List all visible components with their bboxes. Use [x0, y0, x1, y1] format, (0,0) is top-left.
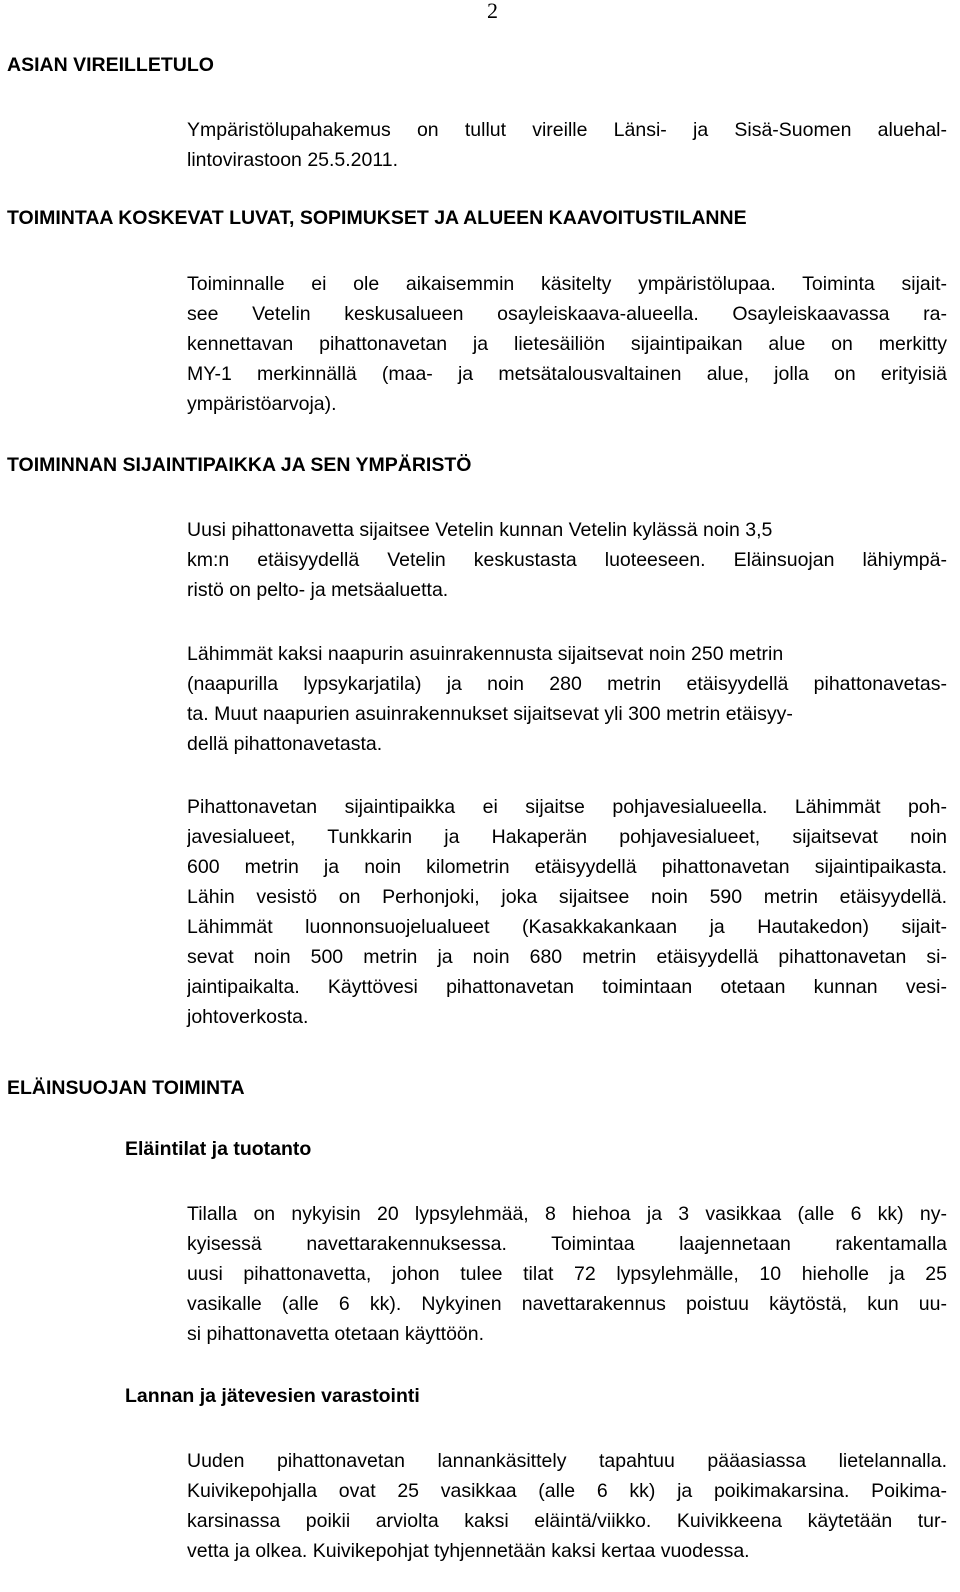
text-line: Ympäristölupahakemus on tullut vireille Länsi- ja Sisä-Suomen aluehal- [187, 119, 947, 141]
text-line: vetta ja olkea. Kuivikepohjat tyhjennetään kaksi kertaa vuodessa. [187, 1540, 750, 1562]
paragraph-elaintilat [187, 1199, 947, 1349]
text-line: Lähin vesistö on Perhonjoki, joka sijaitsee noin 590 metrin etäisyydellä. [187, 886, 947, 908]
text-line: sevat noin 500 metrin ja noin 680 metrin etäisyydellä pihattonavetan si- [187, 946, 947, 968]
paragraph-lanta [187, 1446, 947, 1566]
subsection-heading-lanta: Lannan ja jätevesien varastointi [125, 1385, 420, 1407]
text-line: kyisessä navettarakennuksessa. Toimintaa laajennetaan rakentamalla [187, 1233, 947, 1255]
text-line: kennettavan pihattonavetan ja lietesäiliön sijaintipaikan alue on merkitty [187, 333, 947, 355]
text-line: Kuivikepohjalla ovat 25 vasikkaa (alle 6 kk) ja poikimakarsina. Poikima- [187, 1480, 947, 1502]
section-heading-vireilletulo: ASIAN VIREILLETULO [7, 54, 214, 76]
text-line: ympäristöarvoja). [187, 393, 337, 415]
text-line: si pihattonavetta otetaan käyttöön. [187, 1323, 485, 1345]
paragraph-vireilletulo [187, 115, 947, 175]
text-line: karsinassa poikii arviolta kaksi eläintä/viikko. Kuivikkeena käytetään tur- [187, 1510, 947, 1532]
paragraph-sijainti-2 [187, 639, 947, 759]
text-line: vasikalle (alle 6 kk). Nykyinen navettarakennus poistuu käytöstä, kun uu- [187, 1293, 947, 1315]
text-line: see Vetelin keskusalueen osayleiskaava-alueella. Osayleiskaavassa ra- [187, 303, 947, 325]
text-line: Pihattonavetan sijaintipaikka ei sijaitse pohjavesialueella. Lähimmät poh- [187, 796, 947, 818]
text-line: ta. Muut naapurien asuinrakennukset sijaitsevat yli 300 metrin etäisyy- [187, 703, 793, 725]
text-line: 600 metrin ja noin kilometrin etäisyydellä pihattonavetan sijaintipaikasta. [187, 856, 947, 878]
section-heading-sijaintipaikka: TOIMINNAN SIJAINTIPAIKKA JA SEN YMPÄRISTÖ [7, 454, 472, 476]
text-line: lintovirastoon 25.5.2011. [187, 149, 399, 171]
text-line: ristö on pelto- ja metsäaluetta. [187, 579, 449, 601]
text-line: km:n etäisyydellä Vetelin keskustasta luoteeseen. Eläinsuojan lähiympä- [187, 549, 947, 571]
text-line: uusi pihattonavetta, johon tulee tilat 72 lypsylehmälle, 10 hieholle ja 25 [187, 1263, 947, 1285]
page-number: 2 [487, 0, 498, 23]
section-heading-elainsuoja: ELÄINSUOJAN TOIMINTA [7, 1077, 245, 1099]
paragraph-sijainti-1 [187, 515, 947, 605]
text-line: dellä pihattonavetasta. [187, 733, 383, 755]
subsection-heading-elaintilat: Eläintilat ja tuotanto [125, 1138, 312, 1160]
text-line: jaintipaikalta. Käyttövesi pihattonavetan toimintaan otetaan kunnan vesi- [187, 976, 947, 998]
text-line: johtoverkosta. [187, 1006, 309, 1028]
section-heading-luvat: TOIMINTAA KOSKEVAT LUVAT, SOPIMUKSET JA ALUEEN KAAVOITUSTILANNE [7, 207, 747, 229]
text-line: Uuden pihattonavetan lannankäsittely tapahtuu pääasiassa lietelannalla. [187, 1450, 947, 1472]
paragraph-sijainti-3 [187, 792, 947, 1032]
text-line: javesialueet, Tunkkarin ja Hakaperän pohjavesialueet, sijaitsevat noin [187, 826, 947, 848]
text-line: Lähimmät kaksi naapurin asuinrakennusta sijaitsevat noin 250 metrin [187, 643, 784, 665]
text-line: Lähimmät luonnonsuojelualueet (Kasakkakankaan ja Hautakedon) sijait- [187, 916, 947, 938]
text-line: MY-1 merkinnällä (maa- ja metsätalousvaltainen alue, jolla on erityisiä [187, 363, 947, 385]
text-line: Uusi pihattonavetta sijaitsee Vetelin kunnan Vetelin kylässä noin 3,5 [187, 519, 773, 541]
text-line: Tilalla on nykyisin 20 lypsylehmää, 8 hiehoa ja 3 vasikkaa (alle 6 kk) ny- [187, 1203, 947, 1225]
text-line: Toiminnalle ei ole aikaisemmin käsitelty ympäristölupaa. Toiminta sijait- [187, 273, 947, 295]
paragraph-luvat [187, 269, 947, 419]
text-line: (naapurilla lypsykarjatila) ja noin 280 metrin etäisyydellä pihattonavetas- [187, 673, 947, 695]
